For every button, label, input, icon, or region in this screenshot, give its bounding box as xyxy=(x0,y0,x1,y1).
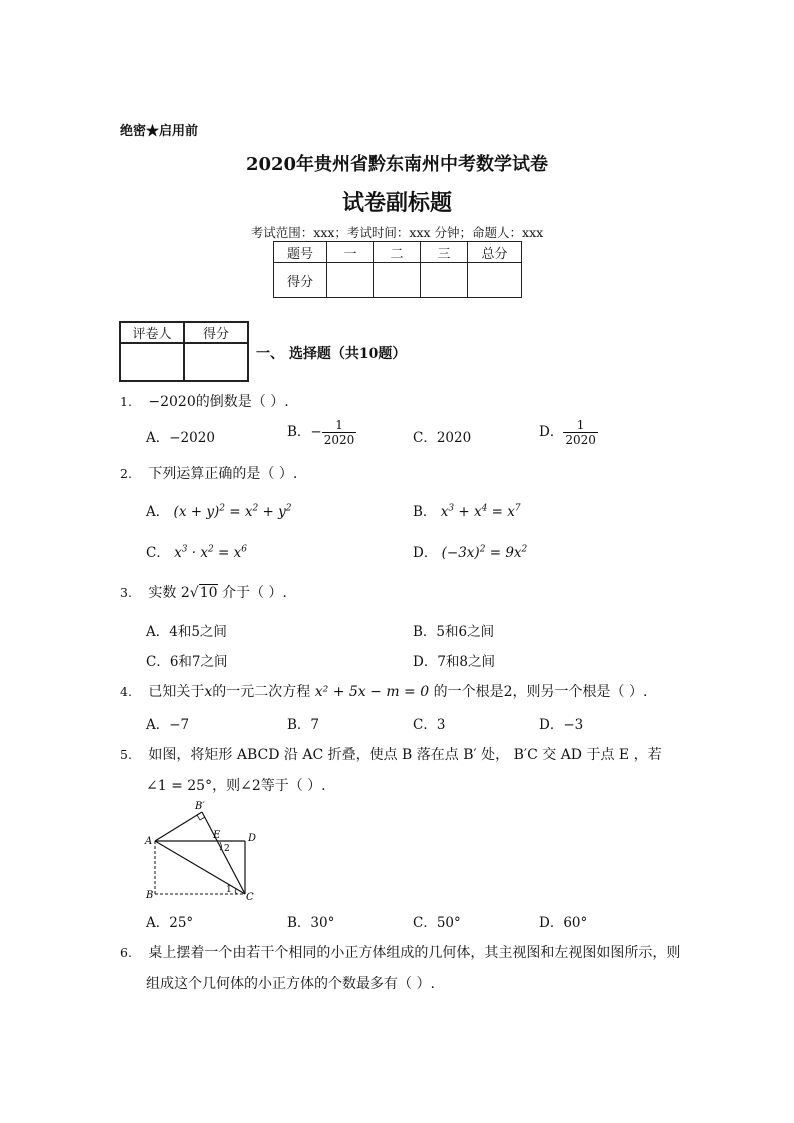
score-header-cell: 一 xyxy=(327,242,374,263)
question-number: 5. xyxy=(120,747,132,762)
question-1 xyxy=(120,391,289,411)
option-formula: $(x + y)^2 = x^2 + y^2$ xyxy=(173,503,292,520)
question-stem: 桌上摆着一个由若干个相同的小正方体组成的几何体，其主视图和左视图如图所示，则 xyxy=(148,945,681,961)
option-label: C． xyxy=(146,545,170,561)
option-c[interactable] xyxy=(146,541,247,561)
option-formula: $(-3x)^2 = 9x^2$ xyxy=(441,544,528,561)
option-b[interactable] xyxy=(413,500,521,520)
label-angle-2: 2 xyxy=(224,844,230,854)
score-input-cell[interactable] xyxy=(374,263,421,298)
fraction xyxy=(322,418,357,447)
question-stem: 实数 xyxy=(148,585,177,601)
option-d[interactable]: D．7和8之间 xyxy=(413,654,496,670)
option-d[interactable]: D．−3 xyxy=(539,717,584,733)
option-label: B． xyxy=(413,504,437,520)
fold-figure xyxy=(140,796,270,902)
grader-body-row xyxy=(120,343,248,381)
variable: x xyxy=(204,684,213,700)
label-b-prime: B′ xyxy=(195,801,205,812)
grader-header-cell: 得分 xyxy=(184,322,248,343)
option-c[interactable]: C．6和7之间 xyxy=(146,654,228,670)
fraction-numerator: 1 xyxy=(576,418,585,432)
grader-input-cell[interactable] xyxy=(120,343,184,381)
score-input-cell[interactable] xyxy=(468,263,522,298)
fraction-numerator: 1 xyxy=(335,418,343,432)
option-c[interactable]: C．3 xyxy=(413,717,446,733)
option-a[interactable]: A．4和5之间 xyxy=(146,624,227,640)
option-formula: $x^3 \cdot x^2 = x^6$ xyxy=(174,544,247,561)
sqrt-icon: √ xyxy=(189,585,199,601)
label-a: A xyxy=(145,836,153,847)
question-3 xyxy=(120,582,287,602)
label-b: B xyxy=(146,890,154,901)
option-label: D． xyxy=(539,424,564,440)
question-number: 2. xyxy=(120,466,132,481)
score-header-cell: 总分 xyxy=(468,242,522,263)
score-input-cell[interactable] xyxy=(421,263,468,298)
option-b[interactable]: B．7 xyxy=(287,717,320,733)
question-number: 1. xyxy=(120,394,132,409)
option-b[interactable]: B．30° xyxy=(287,915,335,931)
question-5 xyxy=(120,744,662,764)
option-c[interactable]: C．2020 xyxy=(413,430,472,446)
exam-info: 考试范围：xxx；考试时间：xxx 分钟；命题人：xxx xyxy=(250,225,544,240)
option-a[interactable] xyxy=(146,500,291,520)
exam-title: 2020年贵州省黔东南州中考数学试卷 xyxy=(245,154,549,175)
question-stem: 的一个根是2，则另一个根是（ ）. xyxy=(433,684,648,700)
label-angle-1: 1 xyxy=(226,885,232,895)
edge-ab-prime xyxy=(155,812,202,841)
fraction xyxy=(563,418,598,447)
exam-subtitle: 试卷副标题 xyxy=(341,190,452,216)
question-6 xyxy=(120,942,680,962)
section-title: 一、 选择题（共10题） xyxy=(256,346,407,362)
question-2 xyxy=(120,463,297,483)
option-b[interactable] xyxy=(287,418,356,447)
grader-header-row xyxy=(120,322,248,343)
question-stem: 的倒数是（ ）. xyxy=(195,394,289,410)
grader-header-cell: 评卷人 xyxy=(120,322,184,343)
score-table xyxy=(273,241,522,298)
question-number: 3. xyxy=(120,585,132,600)
equation: x² + 5x − m = 0 xyxy=(314,684,430,700)
question-stem-number: −2020 xyxy=(148,394,196,410)
option-d[interactable] xyxy=(539,418,598,447)
option-b[interactable]: B．5和6之间 xyxy=(413,624,495,640)
option-c[interactable]: C．50° xyxy=(413,915,461,931)
question-stem: 下列运算正确的是（ ）. xyxy=(148,466,298,482)
grader-table xyxy=(119,321,249,382)
question-number: 4. xyxy=(120,684,132,699)
label-e: E xyxy=(213,830,221,841)
score-table-header-row xyxy=(274,242,522,263)
option-d[interactable] xyxy=(413,541,527,561)
option-d[interactable]: D．60° xyxy=(539,915,588,931)
score-input-cell[interactable] xyxy=(327,263,374,298)
score-header-cell: 题号 xyxy=(274,242,327,263)
score-header-cell: 二 xyxy=(374,242,421,263)
label-d: D xyxy=(248,833,257,844)
label-c: C xyxy=(246,892,254,902)
option-a[interactable]: A．−7 xyxy=(146,717,190,733)
radical-expression xyxy=(181,584,218,601)
question-stem: 的一元二次方程 xyxy=(212,684,311,700)
option-a[interactable]: A．25° xyxy=(146,915,194,931)
option-formula: $x^3 + x^4 = x^7$ xyxy=(440,503,521,520)
fraction-denominator: 2020 xyxy=(323,433,355,447)
question-stem-line2: 组成这个几何体的小正方体的个数最多有（ ）. xyxy=(146,976,435,992)
radical-coefficient: 2 xyxy=(180,585,190,601)
question-stem-line2: ∠1 = 25°，则∠2等于（ ）. xyxy=(146,778,326,794)
score-row-label: 得分 xyxy=(274,263,327,298)
option-label: A． xyxy=(146,504,170,520)
question-stem: 如图，将矩形 ABCD 沿 AC 折叠，使点 B 落在点 B′ 处， B′C 交 AD 于点 E ，若 xyxy=(148,747,662,763)
radicand: 10 xyxy=(199,585,218,601)
grader-input-cell[interactable] xyxy=(184,343,248,381)
score-header-cell: 三 xyxy=(421,242,468,263)
question-stem: 介于（ ）. xyxy=(221,585,287,601)
option-label: B．− xyxy=(287,424,322,440)
question-stem: 已知关于 xyxy=(148,684,205,700)
secret-label: 绝密★启用前 xyxy=(120,124,199,139)
fraction-denominator: 2020 xyxy=(565,433,596,447)
option-label: D． xyxy=(413,545,438,561)
option-a[interactable]: A．−2020 xyxy=(146,430,215,446)
question-number: 6. xyxy=(120,945,132,960)
score-table-row xyxy=(274,263,522,298)
question-4 xyxy=(120,681,647,701)
